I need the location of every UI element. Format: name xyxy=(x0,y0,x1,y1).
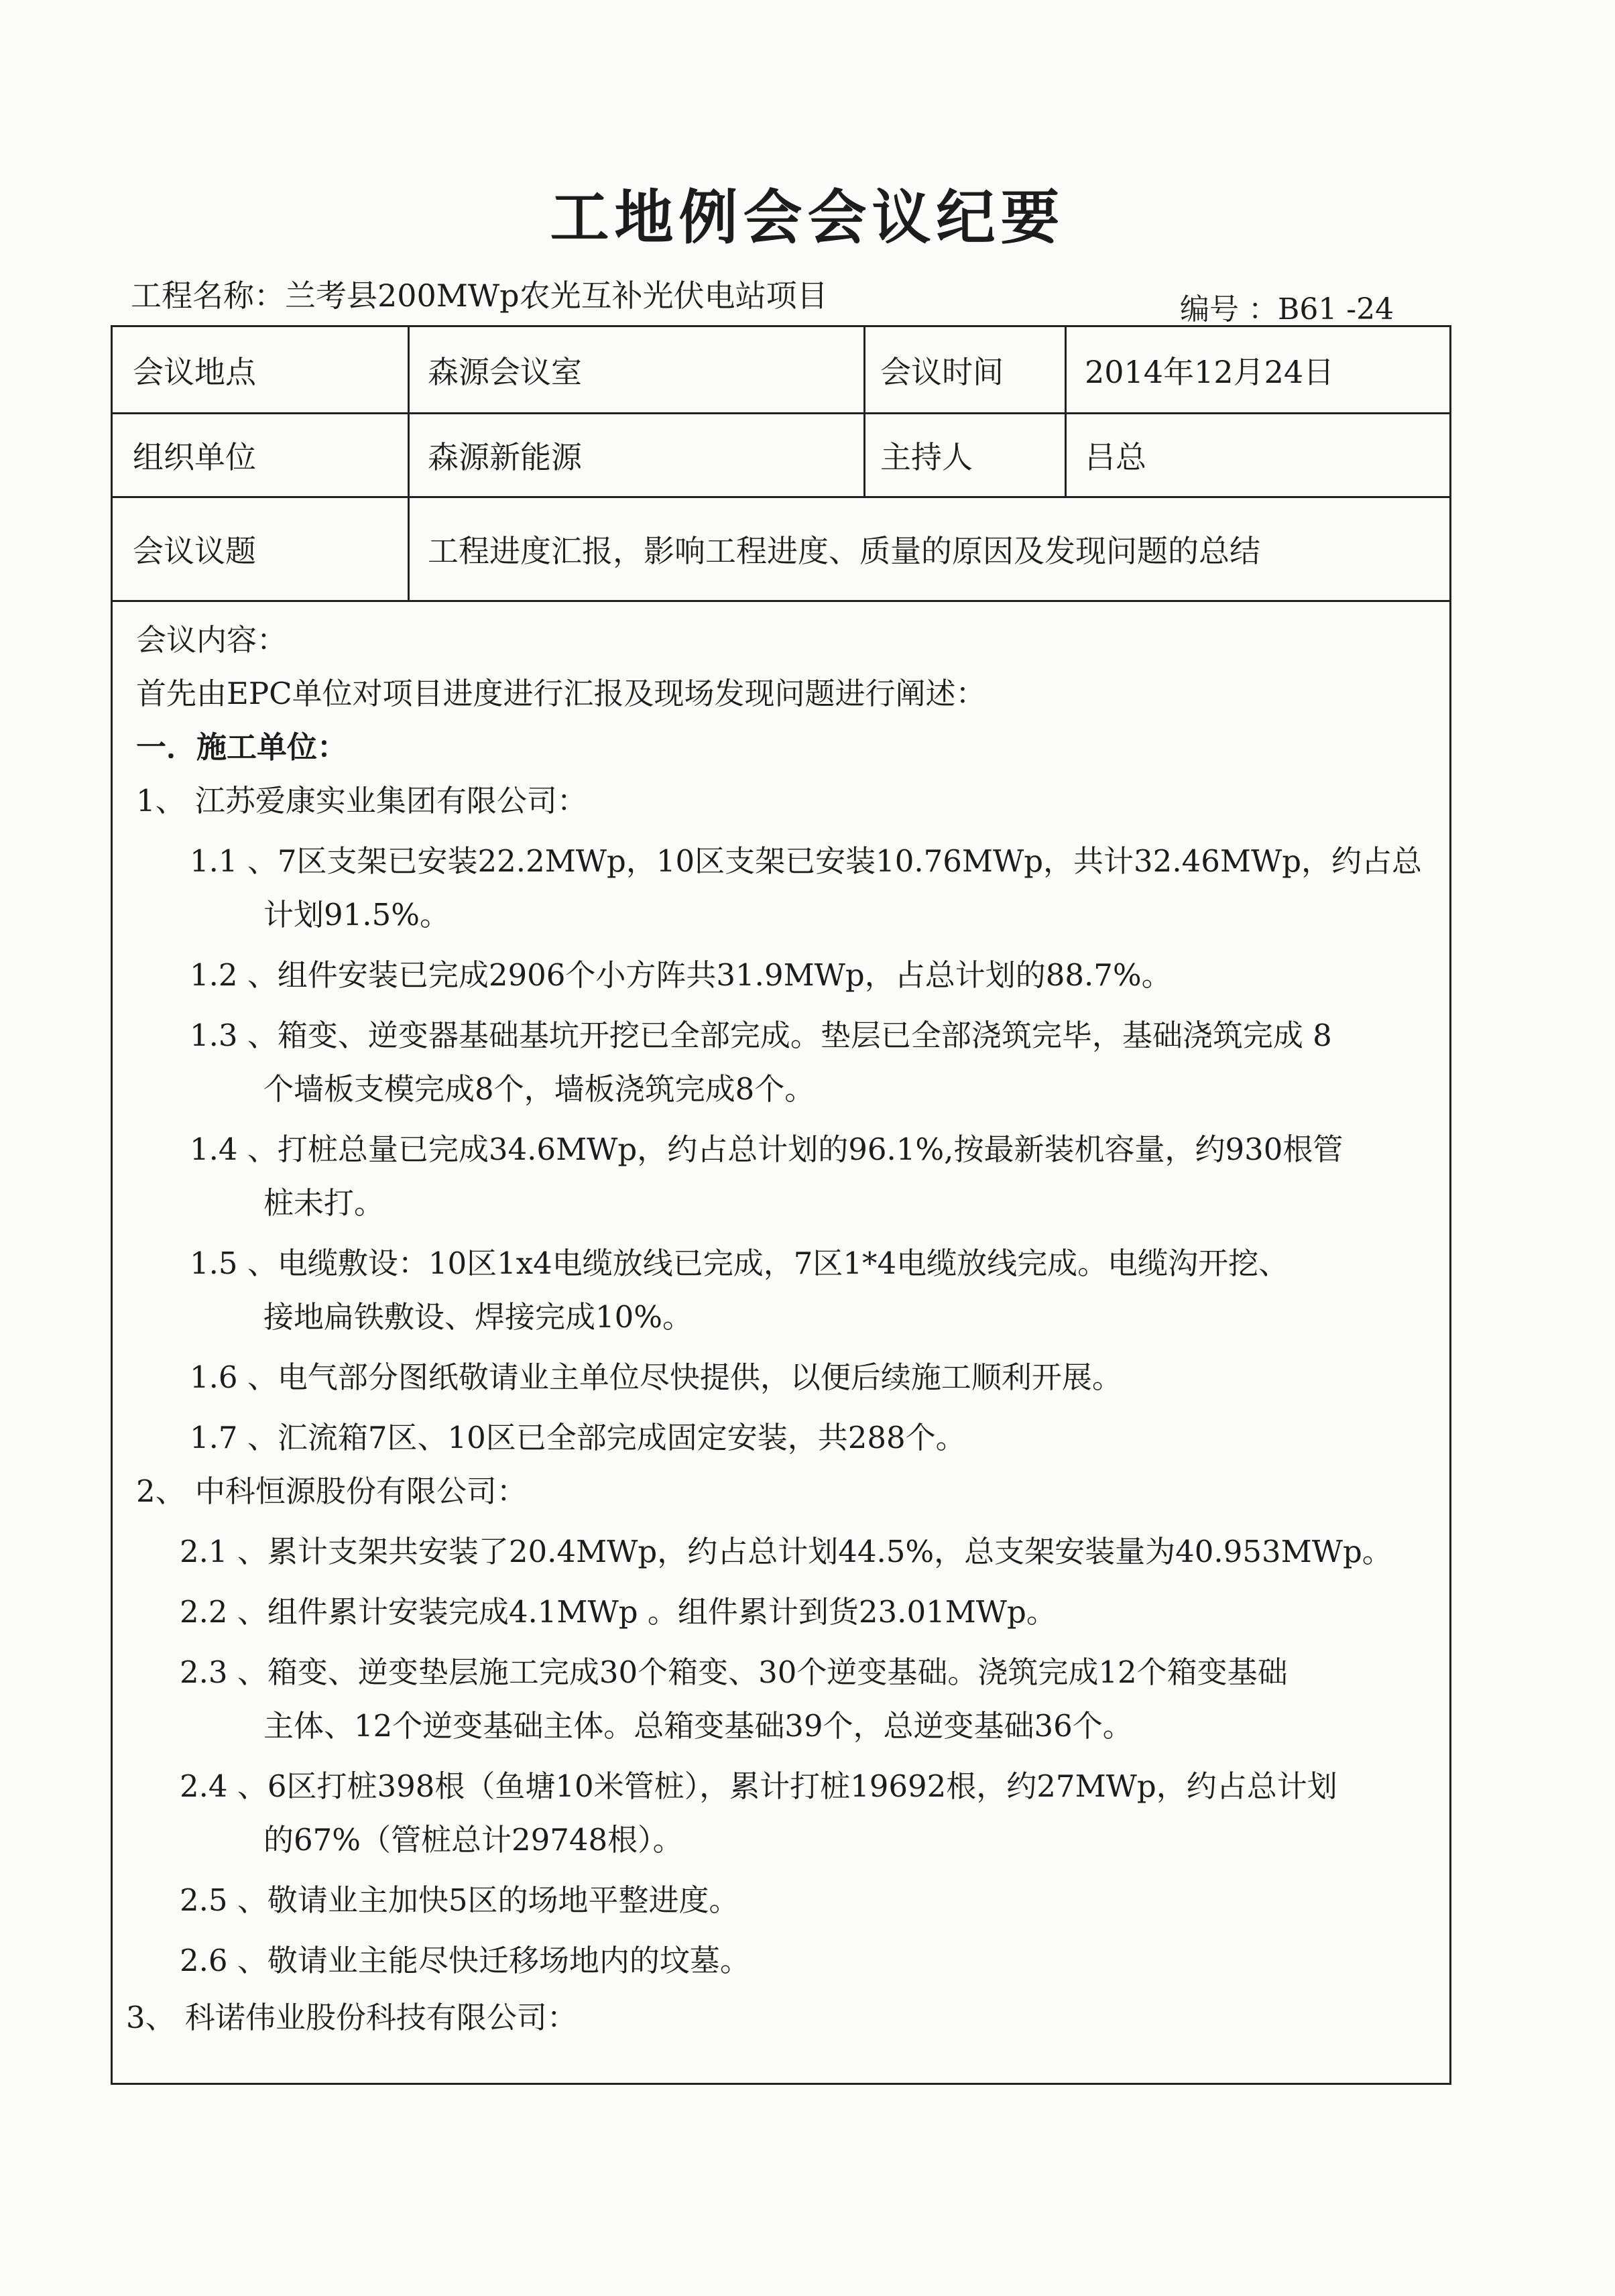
list-item: 2.2 、组件累计安装完成4.1MWp 。组件累计到货23.01MWp。 xyxy=(180,1594,1057,1630)
location-label: 会议地点 xyxy=(133,353,256,390)
company-heading: 3、 科诺伟业股份科技有限公司： xyxy=(126,2000,577,2035)
list-item: 1.5 、电缆敷设：10区1x4电缆放线已完成，7区1*4电缆放线完成。电缆沟开挖、 xyxy=(190,1246,1289,1281)
list-item-continuation: 接地扁铁敷设、焊接完成10%。 xyxy=(263,1299,693,1335)
list-item-continuation: 主体、12个逆变基础主体。总箱变基础39个，总逆变基础36个。 xyxy=(263,1708,1133,1744)
table-row-location-time xyxy=(113,327,1449,414)
list-item: 2.4 、6区打桩398根（鱼塘10米管桩），累计打桩19692根，约27MWp，约占总计划 xyxy=(180,1768,1337,1804)
list-item-continuation: 个墙板支模完成8个，墙板浇筑完成8个。 xyxy=(263,1071,815,1107)
list-item: 1.7 、汇流箱7区、10区已全部完成固定安装，共288个。 xyxy=(190,1420,966,1455)
list-item-continuation: 计划91.5%。 xyxy=(263,897,450,932)
table-row-topic xyxy=(113,498,1449,602)
topic-label: 会议议题 xyxy=(133,533,256,569)
serial-number: 编号 ：B61 -24 xyxy=(1180,292,1394,326)
list-item-continuation: 的67%（管桩总计29748根）。 xyxy=(263,1822,683,1858)
meeting-content xyxy=(113,602,1449,2083)
list-item: 2.6 、敬请业主能尽快迁移场地内的坟墓。 xyxy=(180,1943,750,1978)
list-item: 2.1 、累计支架共安装了20.4MWp，约占总计划44.5%，总支架安装量为40.953MWp。 xyxy=(180,1534,1392,1569)
time-label: 会议时间 xyxy=(880,353,1004,390)
time-value: 2014年12月24日 xyxy=(1085,353,1335,390)
project-name: 工程名称：兰考县200MWp农光互补光伏电站项目 xyxy=(131,278,828,314)
table-row-org-host xyxy=(113,414,1449,498)
section-heading: 一．施工单位： xyxy=(136,729,348,765)
list-item: 1.6 、电气部分图纸敬请业主单位尽快提供，以便后续施工顺利开展。 xyxy=(190,1360,1122,1395)
list-item: 2.5 、敬请业主加快5区的场地平整进度。 xyxy=(180,1882,739,1918)
content-heading: 会议内容： xyxy=(136,622,288,658)
company-heading: 2、 中科恒源股份有限公司： xyxy=(136,1473,527,1509)
list-item: 1.2 、组件安装已完成2906个小方阵共31.9MWp，占总计划的88.7%。 xyxy=(190,957,1172,993)
list-item: 1.1 、7区支架已安装22.2MWp，10区支架已安装10.76MWp，共计32.46MWp，约占总 xyxy=(190,843,1423,879)
list-item: 1.3 、箱变、逆变器基础基坑开挖已全部完成。垫层已全部浇筑完毕，基础浇筑完成 8 xyxy=(190,1018,1332,1053)
document-title: 工地例会会议纪要 xyxy=(550,183,1065,252)
company-heading: 1、 江苏爱康实业集团有限公司： xyxy=(136,783,587,819)
location-value: 森源会议室 xyxy=(428,353,582,390)
org-label: 组织单位 xyxy=(133,439,256,475)
org-value: 森源新能源 xyxy=(428,439,582,475)
content-intro: 首先由EPC单位对项目进度进行汇报及现场发现问题进行阐述： xyxy=(136,676,986,711)
list-item-continuation: 桩未打。 xyxy=(263,1185,385,1221)
list-item: 1.4 、打桩总量已完成34.6MWp，约占总计划的96.1%,按最新装机容量，约930根管 xyxy=(190,1132,1343,1167)
host-label: 主持人 xyxy=(880,439,973,475)
minutes-table xyxy=(111,325,1451,2085)
host-value: 吕总 xyxy=(1085,439,1146,475)
list-item: 2.3 、箱变、逆变垫层施工完成30个箱变、30个逆变基础。浇筑完成12个箱变基础 xyxy=(180,1654,1288,1690)
topic-value: 工程进度汇报，影响工程进度、质量的原因及发现问题的总结 xyxy=(428,533,1260,569)
